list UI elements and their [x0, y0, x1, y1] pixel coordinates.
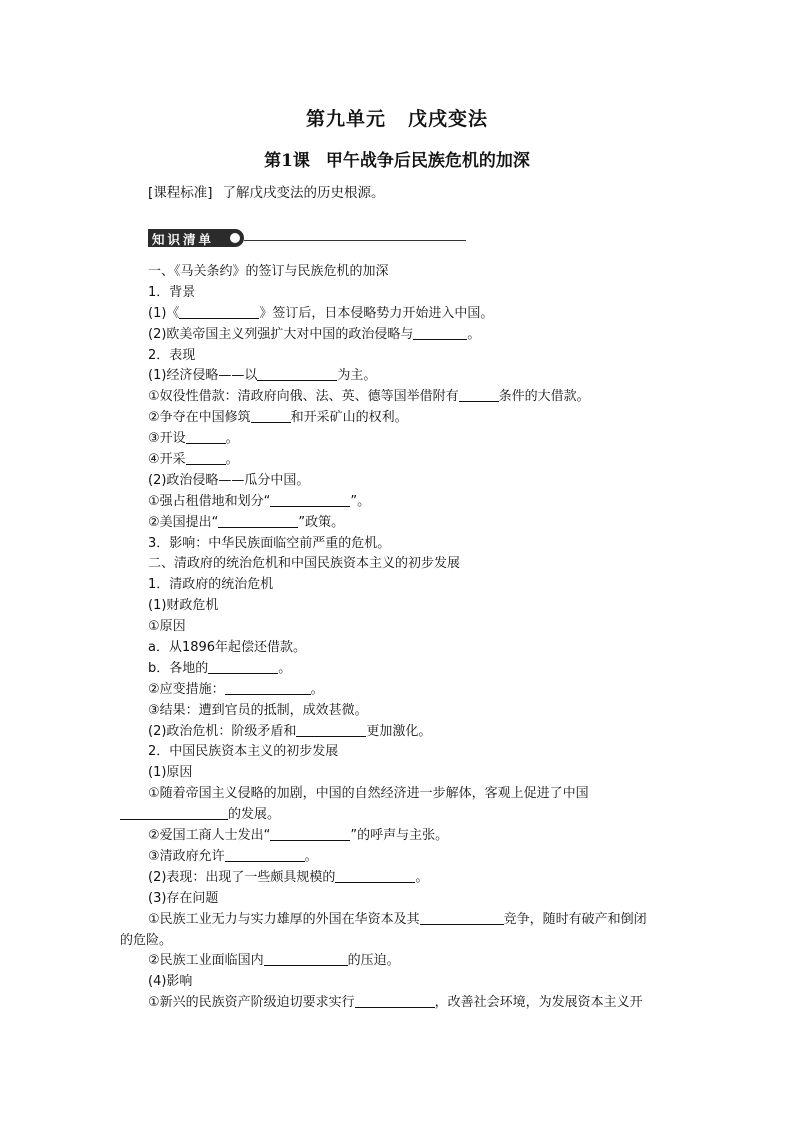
content-line: ②爱国工商人士发出“ ”的呼声与主张。	[148, 828, 449, 844]
content-line: ①随着帝国主义侵略的加剧，中国的自然经济进一步解体，客观上促进了中国	[148, 786, 589, 802]
unit-title	[0, 104, 794, 131]
lesson-name: 甲午战争后民族危机的加深	[325, 151, 530, 171]
content-line: (4)影响	[148, 974, 193, 990]
content-line: (2)表现：出现了一些颇具规模的 。	[148, 869, 429, 885]
lesson-title	[0, 146, 794, 171]
subheading: 1．背景	[148, 284, 196, 300]
content-line: (1)财政危机	[148, 598, 219, 614]
fill-in-blank[interactable]	[186, 450, 226, 465]
fill-in-blank[interactable]	[257, 366, 337, 381]
fill-in-blank[interactable]	[251, 408, 291, 423]
content-line: ②争夺在中国修筑 和开采矿山的权利。	[148, 410, 408, 426]
content-line: b．各地的 。	[148, 660, 292, 676]
course-standard-label: [课程标准]	[148, 185, 213, 201]
content-line: 的危险。	[120, 932, 173, 948]
content-line: (1)《 》签订后，日本侵略势力开始进入中国。	[148, 305, 494, 321]
content-line: ②应变措施： 。	[148, 681, 324, 697]
fill-in-blank[interactable]	[264, 951, 348, 966]
fill-in-blank[interactable]	[120, 805, 228, 820]
content-line: ③清政府允许 。	[148, 848, 318, 864]
fill-in-blank[interactable]	[270, 826, 350, 841]
fill-in-blank[interactable]	[459, 387, 499, 402]
content-line: (1)经济侵略——以 为主。	[148, 368, 377, 384]
content-line: ③结果：遭到官员的抵制，成效甚微。	[148, 702, 368, 718]
bullet-dot-icon	[230, 233, 240, 243]
subheading: 2．中国民族资本主义的初步发展	[148, 744, 339, 760]
content-line: 的发展。	[120, 805, 680, 826]
content-line: a．从1896年起偿还借款。	[148, 640, 307, 656]
course-standard-text: 了解戊戌变法的历史根源。	[222, 185, 385, 201]
fill-in-blank[interactable]	[270, 492, 350, 507]
fill-in-blank[interactable]	[413, 325, 467, 340]
fill-in-blank[interactable]	[225, 680, 311, 695]
content-line: ①新兴的民族资产阶级迫切要求实行 ，改善社会环境，为发展资本主义开	[148, 995, 643, 1011]
fill-in-blank[interactable]	[355, 993, 435, 1008]
content-line: ③开设 。	[148, 431, 239, 447]
content-line: ①强占租借地和划分“ ”。	[148, 493, 371, 509]
banner-rule	[244, 240, 466, 241]
content-line: ①民族工业无力与实力雄厚的外国在华资本及其 竞争，随时有破产和倒闭	[148, 911, 647, 927]
fill-in-blank[interactable]	[335, 868, 415, 883]
content-line: (2)政治危机：阶级矛盾和 更加激化。	[148, 723, 432, 739]
content-line: (3)存在问题	[148, 890, 219, 906]
content-line: (2)欧美帝国主义列强扩大对中国的政治侵略与 。	[148, 326, 481, 342]
fill-in-blank[interactable]	[218, 513, 298, 528]
section-heading-2: 二、清政府的统治危机和中国民族资本主义的初步发展	[148, 556, 461, 572]
unit-name: 戊戌变法	[408, 108, 489, 130]
section-heading-1: 一、《马关条约》的签订与民族危机的加深	[148, 264, 389, 279]
content-line: (1)原因	[148, 765, 193, 781]
content-line: ①原因	[148, 619, 186, 635]
subheading: 2．表现	[148, 347, 196, 363]
lesson-number: 第1课	[264, 151, 310, 171]
subheading: 3．影响：中华民族面临空前严重的危机。	[148, 535, 391, 551]
content-line: (2)政治侵略——瓜分中国。	[148, 472, 310, 488]
knowledge-content	[120, 262, 680, 1014]
fill-in-blank[interactable]	[179, 304, 259, 319]
content-line: ②美国提出“ ”政策。	[148, 514, 345, 530]
unit-number: 第九单元	[305, 108, 386, 130]
content-line: ④开采 。	[148, 452, 239, 468]
course-standard	[148, 181, 385, 201]
content-line: ①奴役性借款：清政府向俄、法、英、德等国举借附有 条件的大借款。	[148, 389, 590, 405]
fill-in-blank[interactable]	[420, 910, 504, 925]
fill-in-blank[interactable]	[296, 722, 366, 737]
fill-in-blank[interactable]	[186, 429, 226, 444]
banner-label: 知识清单	[152, 232, 215, 247]
fill-in-blank[interactable]	[208, 659, 278, 674]
content-line: ②民族工业面临国内 的压迫。	[148, 953, 400, 969]
fill-in-blank[interactable]	[225, 847, 305, 862]
subheading: 1．清政府的统治危机	[148, 577, 274, 593]
